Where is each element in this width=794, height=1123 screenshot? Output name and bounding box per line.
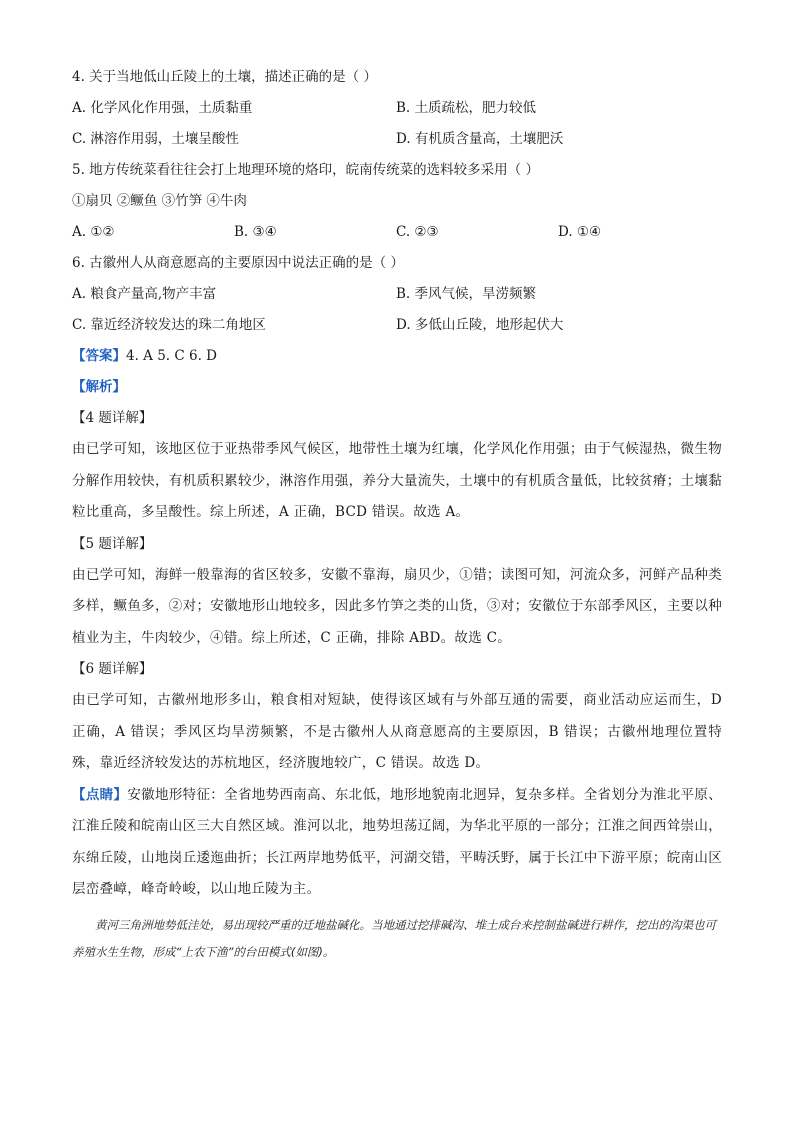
question-5-option-c: C. ②③ <box>396 224 439 240</box>
question-4-option-c: C. 淋溶作用弱，土壤呈酸性 <box>72 131 239 147</box>
analysis-label: 【解析】 <box>72 379 126 395</box>
document-page <box>72 62 722 966</box>
detail-4-heading: 【4 题详解】 <box>72 410 153 426</box>
question-5-options-row <box>72 217 722 248</box>
detail-5-heading: 【5 题详解】 <box>72 535 153 552</box>
detail-5-body: 由已学可知，海鲜一般靠海的省区较多，安徽不靠海，扇贝少，①错；读图可知，河流众多，河鲜产品种类多样，鳜鱼多，②对；安徽地形山地较多，因此多竹笋之类的山货，③对；安徽位于东部季风区，主要以种植业为主，牛肉较少，④错。综上所述，C 正确，排除 ABD。故选 C。 <box>72 566 722 646</box>
question-4-option-a: A. 化学风化作用强，土质黏重 <box>72 100 253 116</box>
question-6-option-c: C. 靠近经济较发达的珠二角地区 <box>72 317 266 333</box>
answer-text: 4. A 5. C 6. D <box>126 348 217 364</box>
question-4-options-row-2 <box>72 124 722 155</box>
detail-6-heading: 【6 题详解】 <box>72 661 153 677</box>
next-material-paragraph: 黄河三角洲地势低洼处，易出现较严重的迁地盐碱化。当地通过挖排碱沟、堆土成台来控制盐碱进行耕作，挖出的沟渠也可养殖水生生物，形成“上农下渔”的台田模式(如图)。 <box>72 917 716 959</box>
analysis-label-line <box>72 372 722 403</box>
question-4-options-row-1 <box>72 93 722 124</box>
question-4-option-d: D. 有机质含量高，土壤肥沃 <box>396 131 564 147</box>
question-5-items: ①扇贝 ②鳜鱼 ③竹笋 ④牛肉 <box>72 193 247 209</box>
tip-body: 安徽地形特征：全省地势西南高、东北低，地形地貌南北迥异，复杂多样。全省划分为淮北平原、江淮丘陵和皖南山区三大自然区域。淮河以北，地势坦荡辽阔，为华北平原的一部分；江淮之间西耸崇山，东绵丘陵，山地岗丘逶迤曲折；长江两岸地势低平，河湖交错，平畴沃野，属于长江中下游平原；皖南山区层峦叠嶂，峰奇岭峻，以山地丘陵为主。 <box>72 786 722 897</box>
question-5-option-b: B. ③④ <box>234 224 277 240</box>
question-6-options-row-1 <box>72 279 722 310</box>
detail-6-body: 由已学可知，古徽州地形多山，粮食相对短缺，使得该区域有与外部互通的需要，商业活动应运而生，D 正确，A 错误；季风区均旱涝频繁，不是古徽州人从商意愿高的主要原因，B 错误；古徽州地理位置特殊，靠近经济较发达的苏杭地区，经济腹地较广，C 错误。故选 D。 <box>72 692 722 771</box>
tip-label: 【点睛】 <box>72 786 128 803</box>
detail-4-body: 由已学可知，该地区位于亚热带季风气候区，地带性土壤为红壤，化学风化作用强；由于气候湿热，微生物分解作用较快，有机质积累较少，淋溶作用强，养分大量流失，土壤中的有机质含量低，比较贫瘠；土壤黏粒比重高，多呈酸性。综上所述，A 正确，BCD 错误。故选 A。 <box>72 441 722 520</box>
answer-label: 【答案】 <box>72 348 126 364</box>
question-4-option-b: B. 土质疏松，肥力较低 <box>396 100 537 116</box>
question-5-option-d: D. ①④ <box>558 224 602 240</box>
question-5-stem: 5. 地方传统菜看往往会打上地理环境的烙印，皖南传统菜的选料较多采用（ ） <box>72 162 539 178</box>
question-6-options-row-2 <box>72 310 722 341</box>
question-5-option-a: A. ①② <box>72 224 115 240</box>
answer-line <box>72 341 722 372</box>
tip-paragraph <box>72 780 722 906</box>
question-6-option-a: A. 粮食产量高,物产丰富 <box>72 286 217 302</box>
question-6-option-b: B. 季风气候，旱涝频繁 <box>396 286 537 302</box>
question-6-stem: 6. 古徽州人从商意愿高的主要原因中说法正确的是（ ） <box>72 255 404 271</box>
question-4-stem: 4. 关于当地低山丘陵上的土壤，描述正确的是（ ） <box>72 69 377 85</box>
question-6-option-d: D. 多低山丘陵，地形起伏大 <box>396 317 564 333</box>
